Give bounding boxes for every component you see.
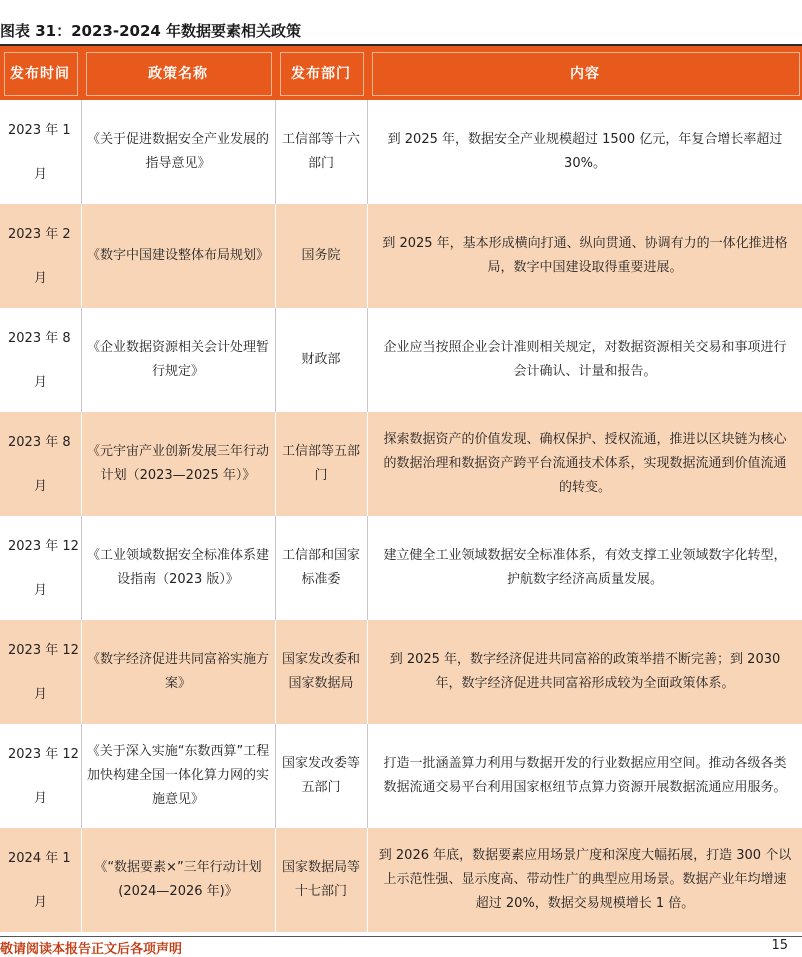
column-divider <box>367 308 368 412</box>
policy-name: 《数字中国建设整体布局规划》 <box>86 248 269 263</box>
release-month: 月 <box>34 895 48 910</box>
column-divider <box>367 100 368 204</box>
issuing-dept: 国家数据局等十七部门 <box>282 860 361 899</box>
policy-name: 《关于促进数据安全产业发展的指导意见》 <box>86 132 269 171</box>
column-divider <box>81 412 82 516</box>
table-row <box>0 412 802 516</box>
policy-name: 《数字经济促进共同富裕实施方案》 <box>86 652 269 691</box>
column-divider <box>275 620 276 724</box>
column-divider <box>275 204 276 308</box>
header-date: 发布时间 <box>10 66 70 82</box>
policy-name: 《企业数据资源相关会计处理暂行规定》 <box>86 340 269 379</box>
policy-name: 《“数据要素×”三年行动计划(2024—2026 年)》 <box>94 860 262 899</box>
release-month: 月 <box>34 791 48 806</box>
date-cell <box>0 308 80 412</box>
column-divider <box>367 204 368 308</box>
release-month: 月 <box>34 583 48 598</box>
date-cell <box>0 516 80 620</box>
table-row <box>0 308 802 412</box>
date-cell <box>0 100 80 204</box>
column-divider <box>81 724 82 828</box>
column-divider <box>81 620 82 724</box>
release-month: 月 <box>34 375 48 390</box>
policy-name: 《关于深入实施“东数西算”工程加快构建全国一体化算力网的实施意见》 <box>86 744 270 807</box>
column-divider <box>275 412 276 516</box>
table-row <box>0 828 802 932</box>
column-divider <box>275 308 276 412</box>
date-cell <box>0 828 80 932</box>
column-divider <box>81 100 82 204</box>
table-row <box>0 724 802 828</box>
column-divider <box>275 100 276 204</box>
release-date: 2023 年 12 <box>8 747 79 762</box>
release-month: 月 <box>34 687 48 702</box>
issuing-dept: 工信部等五部门 <box>282 444 361 483</box>
table-row <box>0 620 802 724</box>
disclaimer-link[interactable]: 敬请阅读本报告正文后各项声明 <box>0 942 183 957</box>
issuing-dept: 工信部等十六部门 <box>282 132 361 171</box>
header-dept: 发布部门 <box>291 66 351 82</box>
column-divider <box>275 724 276 828</box>
release-date: 2023 年 1 <box>8 123 71 138</box>
policy-content: 企业应当按照企业会计准则相关规定，对数据资源相关交易和事项进行会计确认、计量和报告。 <box>383 340 787 379</box>
release-date: 2023 年 12 <box>8 643 79 658</box>
policy-table <box>0 46 802 911</box>
policy-content: 到 2025 年，基本形成横向打通、纵向贯通、协调有力的一体化推进格局，数字中国建设取得重要进展。 <box>382 236 788 275</box>
policy-content: 到 2026 年底，数据要素应用场景广度和深度大幅拓展，打造 300 个以上示范性强、显示度高、带动性广的典型应用场景。数据产业年均增速超过 20%，数据交易规模增长 1 倍。 <box>378 848 792 911</box>
release-date: 2023 年 8 <box>8 435 71 450</box>
policy-content: 建立健全工业领域数据安全标准体系，有效支撑工业领域数字化转型，护航数字经济高质量发展。 <box>383 548 787 587</box>
column-divider <box>81 516 82 620</box>
page-number: 15 <box>771 938 788 953</box>
issuing-dept: 工信部和国家标准委 <box>282 548 361 587</box>
table-row <box>0 204 802 308</box>
release-date: 2023 年 2 <box>8 227 71 242</box>
table-header <box>0 46 802 100</box>
release-date: 2024 年 1 <box>8 851 71 866</box>
column-divider <box>367 516 368 620</box>
release-month: 月 <box>34 479 48 494</box>
policy-content: 到 2025 年，数据安全产业规模超过 1500 亿元，年复合增长率超过 30%。 <box>387 132 783 171</box>
issuing-dept: 国家发改委等五部门 <box>282 756 361 795</box>
date-cell <box>0 724 80 828</box>
issuing-dept: 国务院 <box>301 248 341 263</box>
policy-content: 到 2025 年，数字经济促进共同富裕的政策举措不断完善；到 2030 年，数字经济促进共同富裕形成较为全面政策体系。 <box>389 652 781 691</box>
policy-content: 探索数据资产的价值发现、确权保护、授权流通，推进以区块链为核心的数据治理和数据资产跨平台流通技术体系，实现数据流通到价值流通的转变。 <box>383 432 787 495</box>
release-date: 2023 年 8 <box>8 331 71 346</box>
column-divider <box>367 828 368 932</box>
table-row <box>0 516 802 620</box>
issuing-dept: 国家发改委和国家数据局 <box>282 652 361 691</box>
column-divider <box>367 620 368 724</box>
release-month: 月 <box>34 271 48 286</box>
policy-content: 打造一批涵盖算力利用与数据开发的行业数据应用空间。推动各级各类数据流通交易平台利用国家枢纽节点算力资源开展数据流通应用服务。 <box>383 756 787 795</box>
date-cell <box>0 204 80 308</box>
figure-title: 图表 31：2023-2024 年数据要素相关政策 <box>0 22 302 40</box>
header-content: 内容 <box>570 66 600 82</box>
header-policy: 政策名称 <box>148 66 208 82</box>
release-month: 月 <box>34 167 48 182</box>
policy-name: 《工业领域数据安全标准体系建设指南（2023 版）》 <box>86 548 269 587</box>
issuing-dept: 财政部 <box>301 352 341 367</box>
column-divider <box>275 516 276 620</box>
column-divider <box>81 828 82 932</box>
date-cell <box>0 412 80 516</box>
policy-name: 《元宇宙产业创新发展三年行动计划（2023—2025 年）》 <box>86 444 269 483</box>
release-date: 2023 年 12 <box>8 539 79 554</box>
column-divider <box>367 412 368 516</box>
column-divider <box>81 204 82 308</box>
date-cell <box>0 620 80 724</box>
footer-divider <box>0 936 802 937</box>
column-divider <box>367 724 368 828</box>
column-divider <box>81 308 82 412</box>
table-row <box>0 100 802 204</box>
column-divider <box>275 828 276 932</box>
